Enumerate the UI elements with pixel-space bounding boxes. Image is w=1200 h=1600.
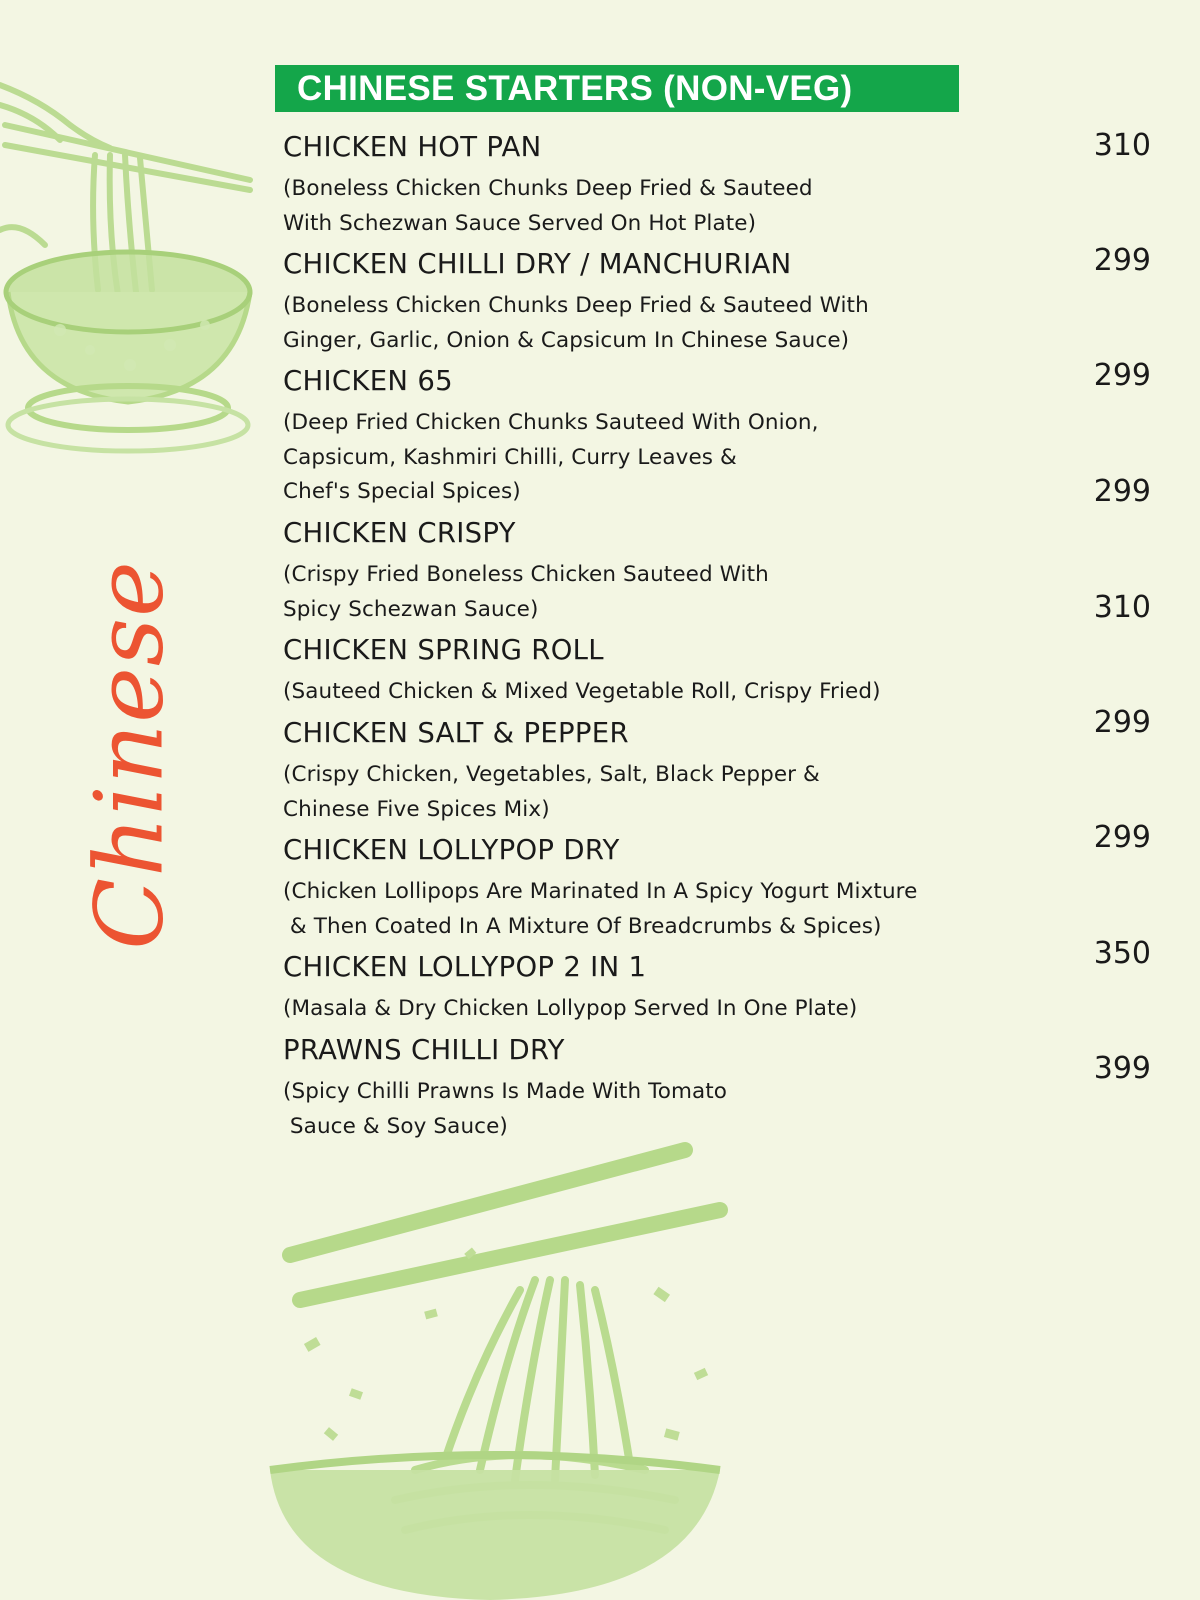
item-description: (Masala & Dry Chicken Lollypop Served In One Plate): [283, 996, 858, 1021]
item-name: CHICKEN CHILLI DRY / MANCHURIAN: [283, 248, 792, 280]
item-description: (Crispy Chicken, Vegetables, Salt, Black Pepper & Chinese Five Spices Mix): [283, 762, 820, 822]
item-name: CHICKEN 65: [283, 365, 453, 397]
item-description: (Sauteed Chicken & Mixed Vegetable Roll, Crispy Fried): [283, 679, 881, 704]
item-price: 399: [1093, 1051, 1151, 1086]
section-title: CHINESE STARTERS (NON-VEG): [275, 65, 959, 112]
item-price: 310: [1093, 590, 1151, 625]
item-name: CHICKEN SALT & PEPPER: [283, 717, 629, 749]
item-description: (Crispy Fried Boneless Chicken Sauteed With Spicy Schezwan Sauce): [283, 562, 769, 622]
noodles-chopsticks-illustration: [265, 1140, 785, 1600]
item-name: CHICKEN CRISPY: [283, 517, 516, 549]
item-price: 299: [1093, 474, 1151, 509]
item-price: 350: [1093, 936, 1151, 971]
item-price: 299: [1093, 358, 1151, 393]
item-price: 299: [1093, 705, 1151, 740]
item-price: 299: [1093, 820, 1151, 855]
cuisine-title: Chinese: [75, 560, 185, 950]
item-description: (Chicken Lollipops Are Marinated In A Spicy Yogurt Mixture & Then Coated In A Mixture Of Breadcrumbs & Spices): [283, 879, 918, 939]
item-description: (Spicy Chilli Prawns Is Made With Tomato Sauce & Soy Sauce): [283, 1079, 728, 1139]
item-name: CHICKEN HOT PAN: [283, 131, 542, 163]
item-description: (Deep Fried Chicken Chunks Sauteed With Onion, Capsicum, Kashmiri Chilli, Curry Leaves & Chef's Special Spices): [283, 410, 819, 504]
item-name: CHICKEN LOLLYPOP DRY: [283, 834, 620, 866]
item-description: (Boneless Chicken Chunks Deep Fried & Sauteed With Ginger, Garlic, Onion & Capsicum In Chinese Sauce): [283, 293, 869, 353]
item-price: 310: [1093, 128, 1151, 163]
item-name: PRAWNS CHILLI DRY: [283, 1034, 565, 1066]
item-description: (Boneless Chicken Chunks Deep Fried & Sauteed With Schezwan Sauce Served On Hot Plate): [283, 176, 813, 236]
noodle-bowl-illustration: [0, 30, 280, 460]
item-name: CHICKEN SPRING ROLL: [283, 634, 604, 666]
item-price: 299: [1093, 243, 1151, 278]
item-name: CHICKEN LOLLYPOP 2 IN 1: [283, 951, 647, 983]
